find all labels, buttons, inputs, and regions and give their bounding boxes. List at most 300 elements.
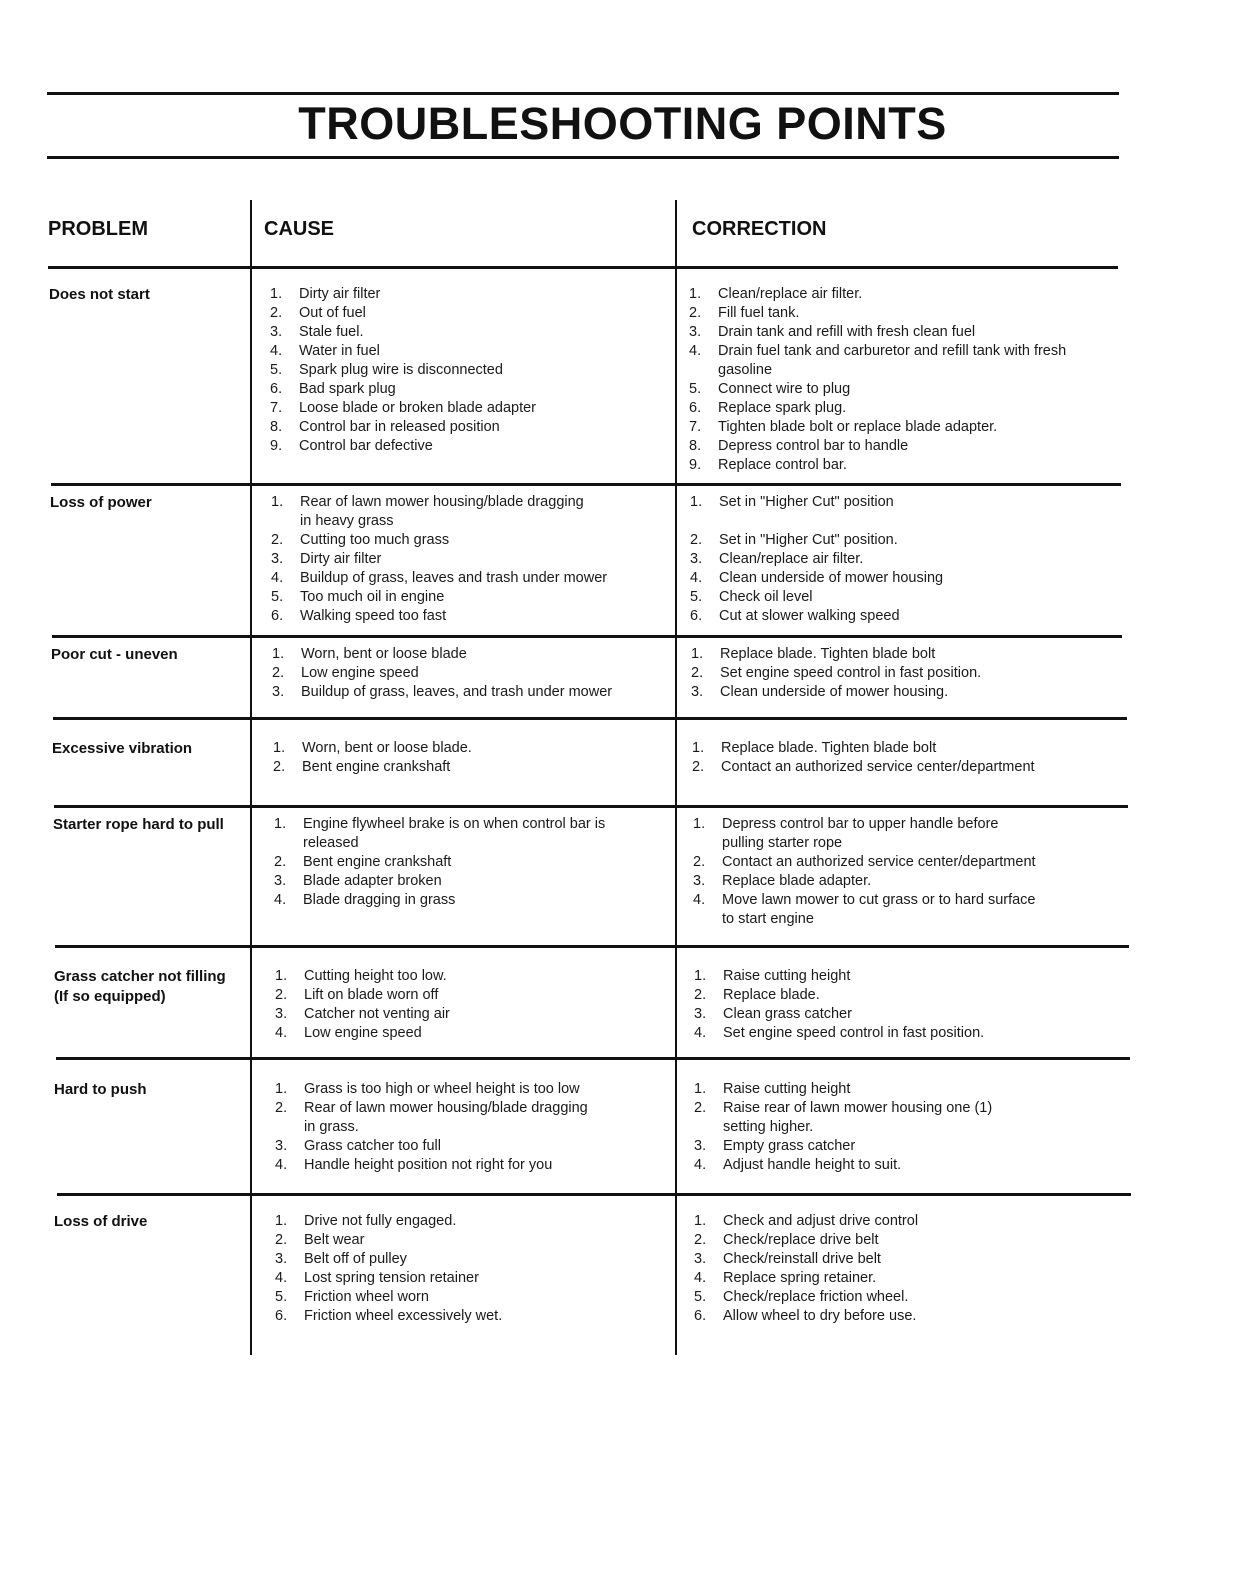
item-text (723, 986, 1094, 1005)
item-number: 3. (275, 1006, 288, 1022)
list-item (690, 531, 1090, 550)
item-text (721, 739, 1092, 758)
problem-label: Does not start (49, 286, 150, 303)
item-text (300, 550, 671, 569)
item-number: 2. (694, 1232, 707, 1248)
item-text (723, 1288, 1094, 1307)
correction-column-divider (675, 200, 677, 1355)
item-number: 5. (689, 381, 702, 397)
item-text-line: Set engine speed control in fast position. (720, 665, 982, 681)
item-text (304, 1080, 675, 1099)
item-text-line: Buildup of grass, leaves and trash under mower (300, 570, 608, 586)
item-number: 8. (270, 419, 283, 435)
item-number: 3. (270, 324, 283, 340)
item-text (718, 456, 1089, 475)
item-text-line: Friction wheel excessively wet. (304, 1308, 503, 1324)
list-item (275, 1269, 675, 1288)
cause-list (272, 645, 672, 702)
item-text (723, 1005, 1094, 1024)
list-item (275, 1024, 675, 1043)
cause-list (270, 285, 670, 456)
item-number: 5. (270, 362, 283, 378)
list-item (689, 342, 1089, 380)
list-item (271, 569, 671, 588)
item-text-line: Replace control bar. (718, 457, 847, 473)
list-item (271, 493, 671, 531)
list-item (271, 550, 671, 569)
item-number: 5. (694, 1289, 707, 1305)
correction-list (691, 645, 1091, 702)
item-text-line: Replace spark plug. (718, 400, 847, 416)
item-text-line: Clean/replace air filter. (718, 286, 863, 302)
list-item (692, 758, 1092, 777)
list-item (694, 967, 1094, 986)
list-item (271, 588, 671, 607)
cause-list (275, 967, 675, 1043)
list-item (270, 342, 670, 361)
item-text-line: Buildup of grass, leaves, and trash under mower (301, 684, 613, 700)
item-text (304, 1250, 675, 1269)
list-item (690, 493, 1090, 531)
item-number: 4. (693, 892, 706, 908)
item-text (299, 380, 670, 399)
item-number: 2. (690, 532, 703, 548)
item-text-line: Out of fuel (299, 305, 366, 321)
item-text (302, 739, 673, 758)
item-number: 4. (274, 892, 287, 908)
list-item (690, 607, 1090, 626)
item-text (718, 304, 1089, 323)
cause-list (275, 1080, 675, 1175)
item-number: 6. (694, 1308, 707, 1324)
item-text-line: released (303, 835, 359, 851)
item-text (299, 342, 670, 361)
item-text (719, 550, 1090, 569)
list-item (689, 323, 1089, 342)
item-text-line: Allow wheel to dry before use. (723, 1308, 917, 1324)
item-number: 1. (689, 286, 702, 302)
item-text (304, 1156, 675, 1175)
item-text-line: Lost spring tension retainer (304, 1270, 479, 1286)
list-item (689, 399, 1089, 418)
item-number: 1. (275, 1213, 288, 1229)
item-text-line: gasoline (718, 362, 773, 378)
item-number: 1. (692, 740, 705, 756)
item-text (300, 607, 671, 626)
item-text-line: Worn, bent or loose blade (301, 646, 467, 662)
item-text-line: Set engine speed control in fast position. (723, 1025, 985, 1041)
row-separator (48, 266, 1118, 269)
item-text-line: Clean grass catcher (723, 1006, 852, 1022)
item-text (723, 1307, 1094, 1326)
item-text (303, 891, 674, 910)
list-item (694, 1269, 1094, 1288)
row-separator (52, 635, 1122, 638)
item-text-line: Drain fuel tank and carburetor and refill tank with fresh (718, 343, 1067, 359)
item-text-line: Belt off of pulley (304, 1251, 407, 1267)
item-text-line: Rear of lawn mower housing/blade dragging (304, 1100, 588, 1116)
item-number: 6. (270, 381, 283, 397)
header-correction: CORRECTION (692, 218, 827, 240)
list-item (693, 872, 1093, 891)
list-item (275, 1156, 675, 1175)
cause-list (274, 815, 674, 910)
item-text (304, 1288, 675, 1307)
list-item (694, 1212, 1094, 1231)
item-number: 4. (275, 1270, 288, 1286)
item-number: 4. (694, 1157, 707, 1173)
list-item (275, 1005, 675, 1024)
item-text (723, 1137, 1094, 1156)
item-text (718, 418, 1089, 437)
item-text (719, 569, 1090, 588)
top-rule (47, 92, 1119, 95)
item-number: 2. (272, 665, 285, 681)
list-item (694, 1250, 1094, 1269)
correction-list (694, 1080, 1094, 1175)
item-text-line: Raise rear of lawn mower housing one (1) (723, 1100, 993, 1116)
item-number: 6. (690, 608, 703, 624)
item-text-line: in heavy grass (300, 513, 394, 529)
page-title: TROUBLESHOOTING POINTS (298, 98, 947, 149)
item-number: 4. (270, 343, 283, 359)
item-text-line: Drive not fully engaged. (304, 1213, 457, 1229)
list-item (690, 569, 1090, 588)
item-text (303, 815, 674, 853)
item-number: 9. (689, 457, 702, 473)
list-item (694, 1080, 1094, 1099)
cause-list (275, 1212, 675, 1326)
item-text (720, 664, 1091, 683)
item-text-line: Cutting too much grass (300, 532, 450, 548)
item-number: 9. (270, 438, 283, 454)
list-item (691, 664, 1091, 683)
item-number: 3. (271, 551, 284, 567)
item-text-line: Replace blade adapter. (722, 873, 872, 889)
item-text (303, 853, 674, 872)
item-number: 1. (690, 494, 703, 510)
item-number: 3. (693, 873, 706, 889)
item-text (723, 1250, 1094, 1269)
item-text-line: Blade adapter broken (303, 873, 442, 889)
row-separator (53, 717, 1127, 720)
item-text (301, 683, 672, 702)
list-item (689, 456, 1089, 475)
item-text (723, 967, 1094, 986)
item-text (303, 872, 674, 891)
item-text-line: Belt wear (304, 1232, 365, 1248)
list-item (272, 645, 672, 664)
item-number: 1. (275, 1081, 288, 1097)
item-text-line: Drain tank and refill with fresh clean fuel (718, 324, 976, 340)
item-number: 5. (271, 589, 284, 605)
item-text-line: Replace blade. (723, 987, 820, 1003)
list-item (693, 815, 1093, 853)
item-text-line (719, 512, 1090, 531)
item-number: 7. (270, 400, 283, 416)
list-item (275, 1099, 675, 1137)
header-problem: PROBLEM (48, 218, 148, 240)
item-number: 3. (694, 1251, 707, 1267)
item-text (722, 891, 1093, 929)
item-text (718, 399, 1089, 418)
item-text-line: Catcher not venting air (304, 1006, 450, 1022)
item-number: 7. (689, 419, 702, 435)
item-text-line: Fill fuel tank. (718, 305, 800, 321)
list-item (270, 437, 670, 456)
item-number: 1. (272, 646, 285, 662)
list-item (693, 853, 1093, 872)
item-text-line: Loose blade or broken blade adapter (299, 400, 537, 416)
item-text-line: Check oil level (719, 589, 813, 605)
problem-label: Hard to push (54, 1081, 147, 1098)
item-number: 3. (274, 873, 287, 889)
item-number: 2. (274, 854, 287, 870)
list-item (692, 739, 1092, 758)
item-text-line: Depress control bar to handle (718, 438, 909, 454)
list-item (694, 1231, 1094, 1250)
item-text-line: Spark plug wire is disconnected (299, 362, 503, 378)
item-text-line: Contact an authorized service center/department (721, 759, 1035, 775)
item-text-line: in grass. (304, 1119, 359, 1135)
problem-label: Excessive vibration (52, 740, 193, 757)
item-text (304, 967, 675, 986)
item-text-line: Check and adjust drive control (723, 1213, 919, 1229)
list-item (694, 1288, 1094, 1307)
list-item (694, 986, 1094, 1005)
item-number: 3. (694, 1006, 707, 1022)
cause-list (271, 493, 671, 626)
item-text-line: setting higher. (723, 1119, 814, 1135)
item-text (718, 285, 1089, 304)
item-text (723, 1269, 1094, 1288)
item-text (299, 323, 670, 342)
item-number: 5. (275, 1289, 288, 1305)
item-text (720, 683, 1091, 702)
item-number: 6. (275, 1308, 288, 1324)
item-number: 1. (694, 1081, 707, 1097)
item-number: 6. (271, 608, 284, 624)
row-separator (51, 483, 1121, 486)
item-text (300, 531, 671, 550)
item-text-line: Check/reinstall drive belt (723, 1251, 881, 1267)
item-number: 3. (275, 1138, 288, 1154)
item-text-line: Set in "Higher Cut" position (719, 494, 894, 510)
item-number: 3. (272, 684, 285, 700)
list-item (694, 1024, 1094, 1043)
item-text-line: Low engine speed (304, 1025, 422, 1041)
item-number: 2. (692, 759, 705, 775)
row-separator (54, 805, 1128, 808)
item-text (304, 1005, 675, 1024)
list-item (691, 683, 1091, 702)
item-number: 2. (691, 665, 704, 681)
item-text-line: Blade dragging in grass (303, 892, 456, 908)
item-number: 1. (271, 494, 284, 510)
item-text-line: Lift on blade worn off (304, 987, 439, 1003)
item-text-line: Worn, bent or loose blade. (302, 740, 472, 756)
item-number: 2. (694, 1100, 707, 1116)
item-text-line: Cut at slower walking speed (719, 608, 900, 624)
item-text-line: Cutting height too low. (304, 968, 447, 984)
list-item (275, 1288, 675, 1307)
item-text (304, 1024, 675, 1043)
list-item (270, 285, 670, 304)
item-text-line: Move lawn mower to cut grass or to hard surface (722, 892, 1036, 908)
item-text-line: Control bar in released position (299, 419, 500, 435)
item-number: 1. (273, 740, 286, 756)
item-number: 1. (691, 646, 704, 662)
item-text (299, 418, 670, 437)
item-text (720, 645, 1091, 664)
cause-column-divider (250, 200, 252, 1355)
item-text (722, 853, 1093, 872)
item-number: 8. (689, 438, 702, 454)
list-item (693, 891, 1093, 929)
list-item (271, 531, 671, 550)
item-text-line: to start engine (722, 911, 814, 927)
item-text-line: Stale fuel. (299, 324, 364, 340)
item-text-line: Walking speed too fast (300, 608, 447, 624)
list-item (689, 285, 1089, 304)
list-item (272, 683, 672, 702)
correction-list (694, 1212, 1094, 1326)
list-item (274, 815, 674, 853)
list-item (274, 891, 674, 910)
header-cause: CAUSE (264, 218, 335, 240)
item-text (718, 380, 1089, 399)
item-text-line: Replace spring retainer. (723, 1270, 877, 1286)
list-item (689, 304, 1089, 323)
list-item (270, 418, 670, 437)
list-item (694, 1307, 1094, 1326)
item-text (304, 1099, 675, 1137)
item-text (719, 531, 1090, 550)
item-text (304, 1231, 675, 1250)
item-number: 2. (694, 987, 707, 1003)
item-text-line: Water in fuel (299, 343, 380, 359)
correction-list (693, 815, 1093, 929)
item-text (300, 493, 671, 531)
item-number: 4. (694, 1025, 707, 1041)
list-item (274, 853, 674, 872)
item-number: 5. (690, 589, 703, 605)
item-number: 1. (693, 816, 706, 832)
item-text-line: Clean/replace air filter. (719, 551, 864, 567)
item-text-line: Raise cutting height (723, 1081, 851, 1097)
item-text-line: Bent engine crankshaft (302, 759, 451, 775)
correction-list (692, 739, 1092, 777)
item-text-line: Dirty air filter (300, 551, 382, 567)
list-item (275, 1250, 675, 1269)
list-item (694, 1005, 1094, 1024)
problem-label: Grass catcher not filling (If so equipped) (54, 968, 226, 1005)
item-text (302, 758, 673, 777)
item-text-line: Contact an authorized service center/department (722, 854, 1036, 870)
item-text (304, 1307, 675, 1326)
list-item (270, 361, 670, 380)
row-separator (56, 1057, 1130, 1060)
item-text (718, 323, 1089, 342)
item-number: 3. (694, 1138, 707, 1154)
item-text (723, 1024, 1094, 1043)
item-text (723, 1212, 1094, 1231)
item-number: 1. (274, 816, 287, 832)
list-item (273, 739, 673, 758)
item-text-line: Grass catcher too full (304, 1138, 441, 1154)
list-item (275, 1080, 675, 1099)
item-text (299, 361, 670, 380)
list-item (273, 758, 673, 777)
item-text-line: Empty grass catcher (723, 1138, 856, 1154)
item-text-line: Clean underside of mower housing. (720, 684, 949, 700)
item-text (718, 437, 1089, 456)
title-underline (47, 156, 1119, 159)
item-text-line: Check/replace friction wheel. (723, 1289, 909, 1305)
item-text (299, 285, 670, 304)
list-item (690, 588, 1090, 607)
row-separator (55, 945, 1129, 948)
item-text (723, 1156, 1094, 1175)
item-text-line: Dirty air filter (299, 286, 381, 302)
item-text-line: Handle height position not right for you (304, 1157, 553, 1173)
item-text-line: Bad spark plug (299, 381, 396, 397)
item-number: 4. (275, 1025, 288, 1041)
item-text (722, 815, 1093, 853)
item-text (299, 304, 670, 323)
item-text-line: Check/replace drive belt (723, 1232, 879, 1248)
correction-list (689, 285, 1089, 475)
item-text-line: pulling starter rope (722, 835, 843, 851)
item-number: 2. (275, 1232, 288, 1248)
item-number: 2. (275, 987, 288, 1003)
item-text-line: Depress control bar to upper handle before (722, 816, 999, 832)
correction-list (694, 967, 1094, 1043)
item-text-line: Engine flywheel brake is on when control bar is (303, 816, 606, 832)
list-item (270, 380, 670, 399)
item-text-line: Connect wire to plug (718, 381, 851, 397)
item-text-line: Adjust handle height to suit. (723, 1157, 902, 1173)
item-number: 4. (271, 570, 284, 586)
item-text (299, 399, 670, 418)
list-item (275, 986, 675, 1005)
item-text-line: Clean underside of mower housing (719, 570, 944, 586)
list-item (270, 323, 670, 342)
item-text-line: Tighten blade bolt or replace blade adapter. (718, 419, 998, 435)
list-item (275, 1137, 675, 1156)
item-text (301, 664, 672, 683)
item-text-line: Grass is too high or wheel height is too low (304, 1081, 580, 1097)
item-text-line: Rear of lawn mower housing/blade dragging (300, 494, 584, 510)
item-text-line: Replace blade. Tighten blade bolt (721, 740, 937, 756)
item-number: 1. (694, 968, 707, 984)
item-text (300, 588, 671, 607)
problem-label: Loss of drive (54, 1213, 148, 1230)
item-number: 4. (689, 343, 702, 359)
list-item (271, 607, 671, 626)
list-item (690, 550, 1090, 569)
item-text (718, 342, 1089, 380)
item-number: 6. (689, 400, 702, 416)
item-number: 2. (273, 759, 286, 775)
item-number: 2. (693, 854, 706, 870)
item-number: 2. (689, 305, 702, 321)
item-text (719, 493, 1090, 531)
item-text (719, 607, 1090, 626)
item-text (300, 569, 671, 588)
item-number: 4. (690, 570, 703, 586)
problem-label: Poor cut - uneven (51, 646, 178, 663)
